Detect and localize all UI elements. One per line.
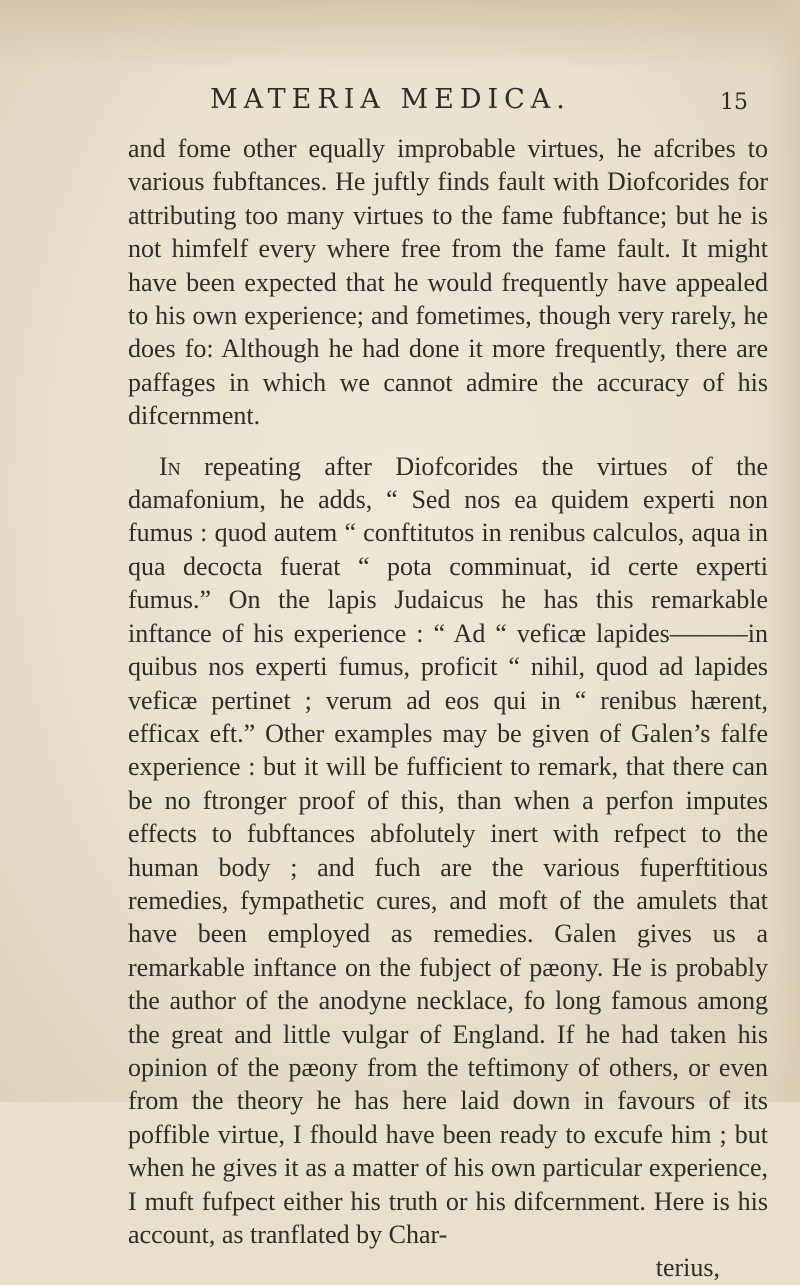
paragraph-2-opening: In xyxy=(159,451,181,481)
catchword: terius, xyxy=(655,1253,720,1283)
running-title: MATERIA MEDICA. xyxy=(210,84,571,115)
paragraph-2 xyxy=(128,450,768,1285)
body-text xyxy=(128,132,768,1285)
paragraph-2-text: repeating after Diofcorides the virtues of the damafonium, he adds, “ Sed nos ea quidem experti non fumus : quod autem “ conftitutos in renibus calculos, aqua in qua decocta fuerat “ pota comminuat, id certe experti fumus.” On the lapis Judaicus he has this remarkable inftance of his experience : “ Ad “ veficæ lapides———in quibus nos experti fumus, proficit “ nihil, quod ad lapides veficæ pertinet ; verum ad eos qui in “ renibus hærent, efficax eft.” Other examples may be given of Galen’s falfe experience : but it will be fufficient to remark, that there can be no ftronger proof of this, than when a perfon imputes effects to fubftances abfolutely inert with refpect to the human body ; and fuch are the various fuperftitious remedies, fympathetic cures, and moft of the amulets that have been employed as remedies. Galen gives us a remarkable inftance on the fubject of pæony. He is probably the author of the anodyne necklace, fo long famous among the great and little vulgar of England. If he had taken his opinion of the pæony from the teftimony of others, or even from the theory he has here laid down in favours of its poffible virtue, I fhould have been ready to excufe him ; but when he gives it as a matter of his own particular experience, I muft fufpect either his truth or his difcernment. Here is his account, as tranflated by Char- xyxy=(128,451,768,1249)
paragraph-1: and fome other equally improbable virtues, he afcribes to various fubftances. He juftly finds fault with Diofcorides for attributing too many virtues to the fame fubftance; but he is not himfelf every where free from the fame fault. It might have been expected that he would frequently have appealed to his own experience; and fometimes, though very rarely, he does fo: Although he had done it more frequently, there are paffages in which we cannot admire the accuracy of his difcernment. xyxy=(128,134,768,431)
page-number: 15 xyxy=(720,90,748,115)
